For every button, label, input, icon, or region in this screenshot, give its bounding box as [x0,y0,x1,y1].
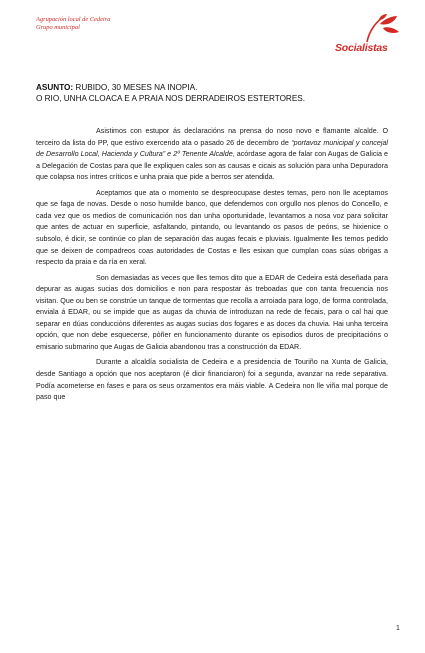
paragraph-3: Son demasiadas as veces que lles temos dito que a EDAR de Cedeira está deseñada para depurar as augas sucias dos domicilios e non para respostar ás treboadas que con tanta frecuencia nos visitan. Que ou ben se constrúe un tanque de tormentas que recolla a arroiada para logo, de forma controlada, enviala á EDAR, ou se impide que as augas da chuvia de introduzan na rede de fecais, para o cal hai que separar en dúas conducciòns diferentes as augas sucias dos fogares e as doces da chuvia. Hai unha terceira opción, que non debe esquecerse, pòñer en funcionamento durante os episodios duros de precipitacións o emisario submarino que Augas de Galicia abandonou tras a construcción da EDAR. [36,273,388,352]
organization-name: Agrupación local de Cedeira [36,16,111,23]
subject-label: ASUNTO: [36,83,74,92]
page-number: 1 [396,625,400,632]
paragraph-4: Durante a alcaldía socialista de Cedeira e a presidencia de Touriño na Xunta de Galicia, desde Santiago a opción que nos aceptaron (é dicir financiaron) foi a segunda, avanzar na rede separativa. Podía acometerse en fases e para os seus orzamentos era máis viable. A Cedeira non lle viña mal porque de paso que [36,358,388,402]
letter-body [36,126,388,407]
subject-block [36,83,396,104]
organization-group: Grupo municipal [36,24,80,31]
paragraph-2: Aceptamos que ata o momento se despreocupase destes temas, pero non lle aceptamos que se faga de novas. Desde o noso humilde banco, que defendemos con orgullo nos plenos do Concello, e cada vez que os medios de comunicación nos dan unha oportunidade, levantamos a nosa voz para solicitar que antes de actuar en superficie, asfaltando, pintando, ou levantando os pasos de peóns, se hixienice o subsolo, é dicir, se continúe co plan de separación das augas fecais e pluviais. Igualmente lles temos pedido que se deixen de compadreos coas autoridades de Costas e lles esixan que cumplan coas súas obrigas a respecto da praia e da ría en xeral. [36,188,388,267]
subject-title: RUBIDO, 30 MESES NA INOPIA. [73,83,198,92]
logo-wordmark: Socialistas [335,42,388,54]
subject-line-1 [36,83,396,94]
subject-line-2: O RIO, UNHA CLOACA E A PRAIA NOS DERRADEIROS ESTERTORES. [36,93,306,103]
organization-header [36,16,110,32]
quoted-title: “portavoz municipal y concejal de Desarrollo Local, Hacienda y Cultura” e 2º Tenente Alcalde [36,138,388,159]
paragraph-1: Asistimos con estupor ás declaracións na prensa do noso novo e flamante alcalde. O terceiro da lista do PP, que estivo exercendo ata o pasado 26 de decembro de “portavoz municipal y concejal de Desarrollo Local, Hacienda y Cultura” e 2º Tenente Alcalde, acórdase agora de falar con Augas de Galicia e a Delegación de Costas para que lle expliquen cales son as causas e cicais as solución para unha Depuradora que colapsa nos intres críticos e unha praia que pide a berros ser atendida. [36,127,389,182]
